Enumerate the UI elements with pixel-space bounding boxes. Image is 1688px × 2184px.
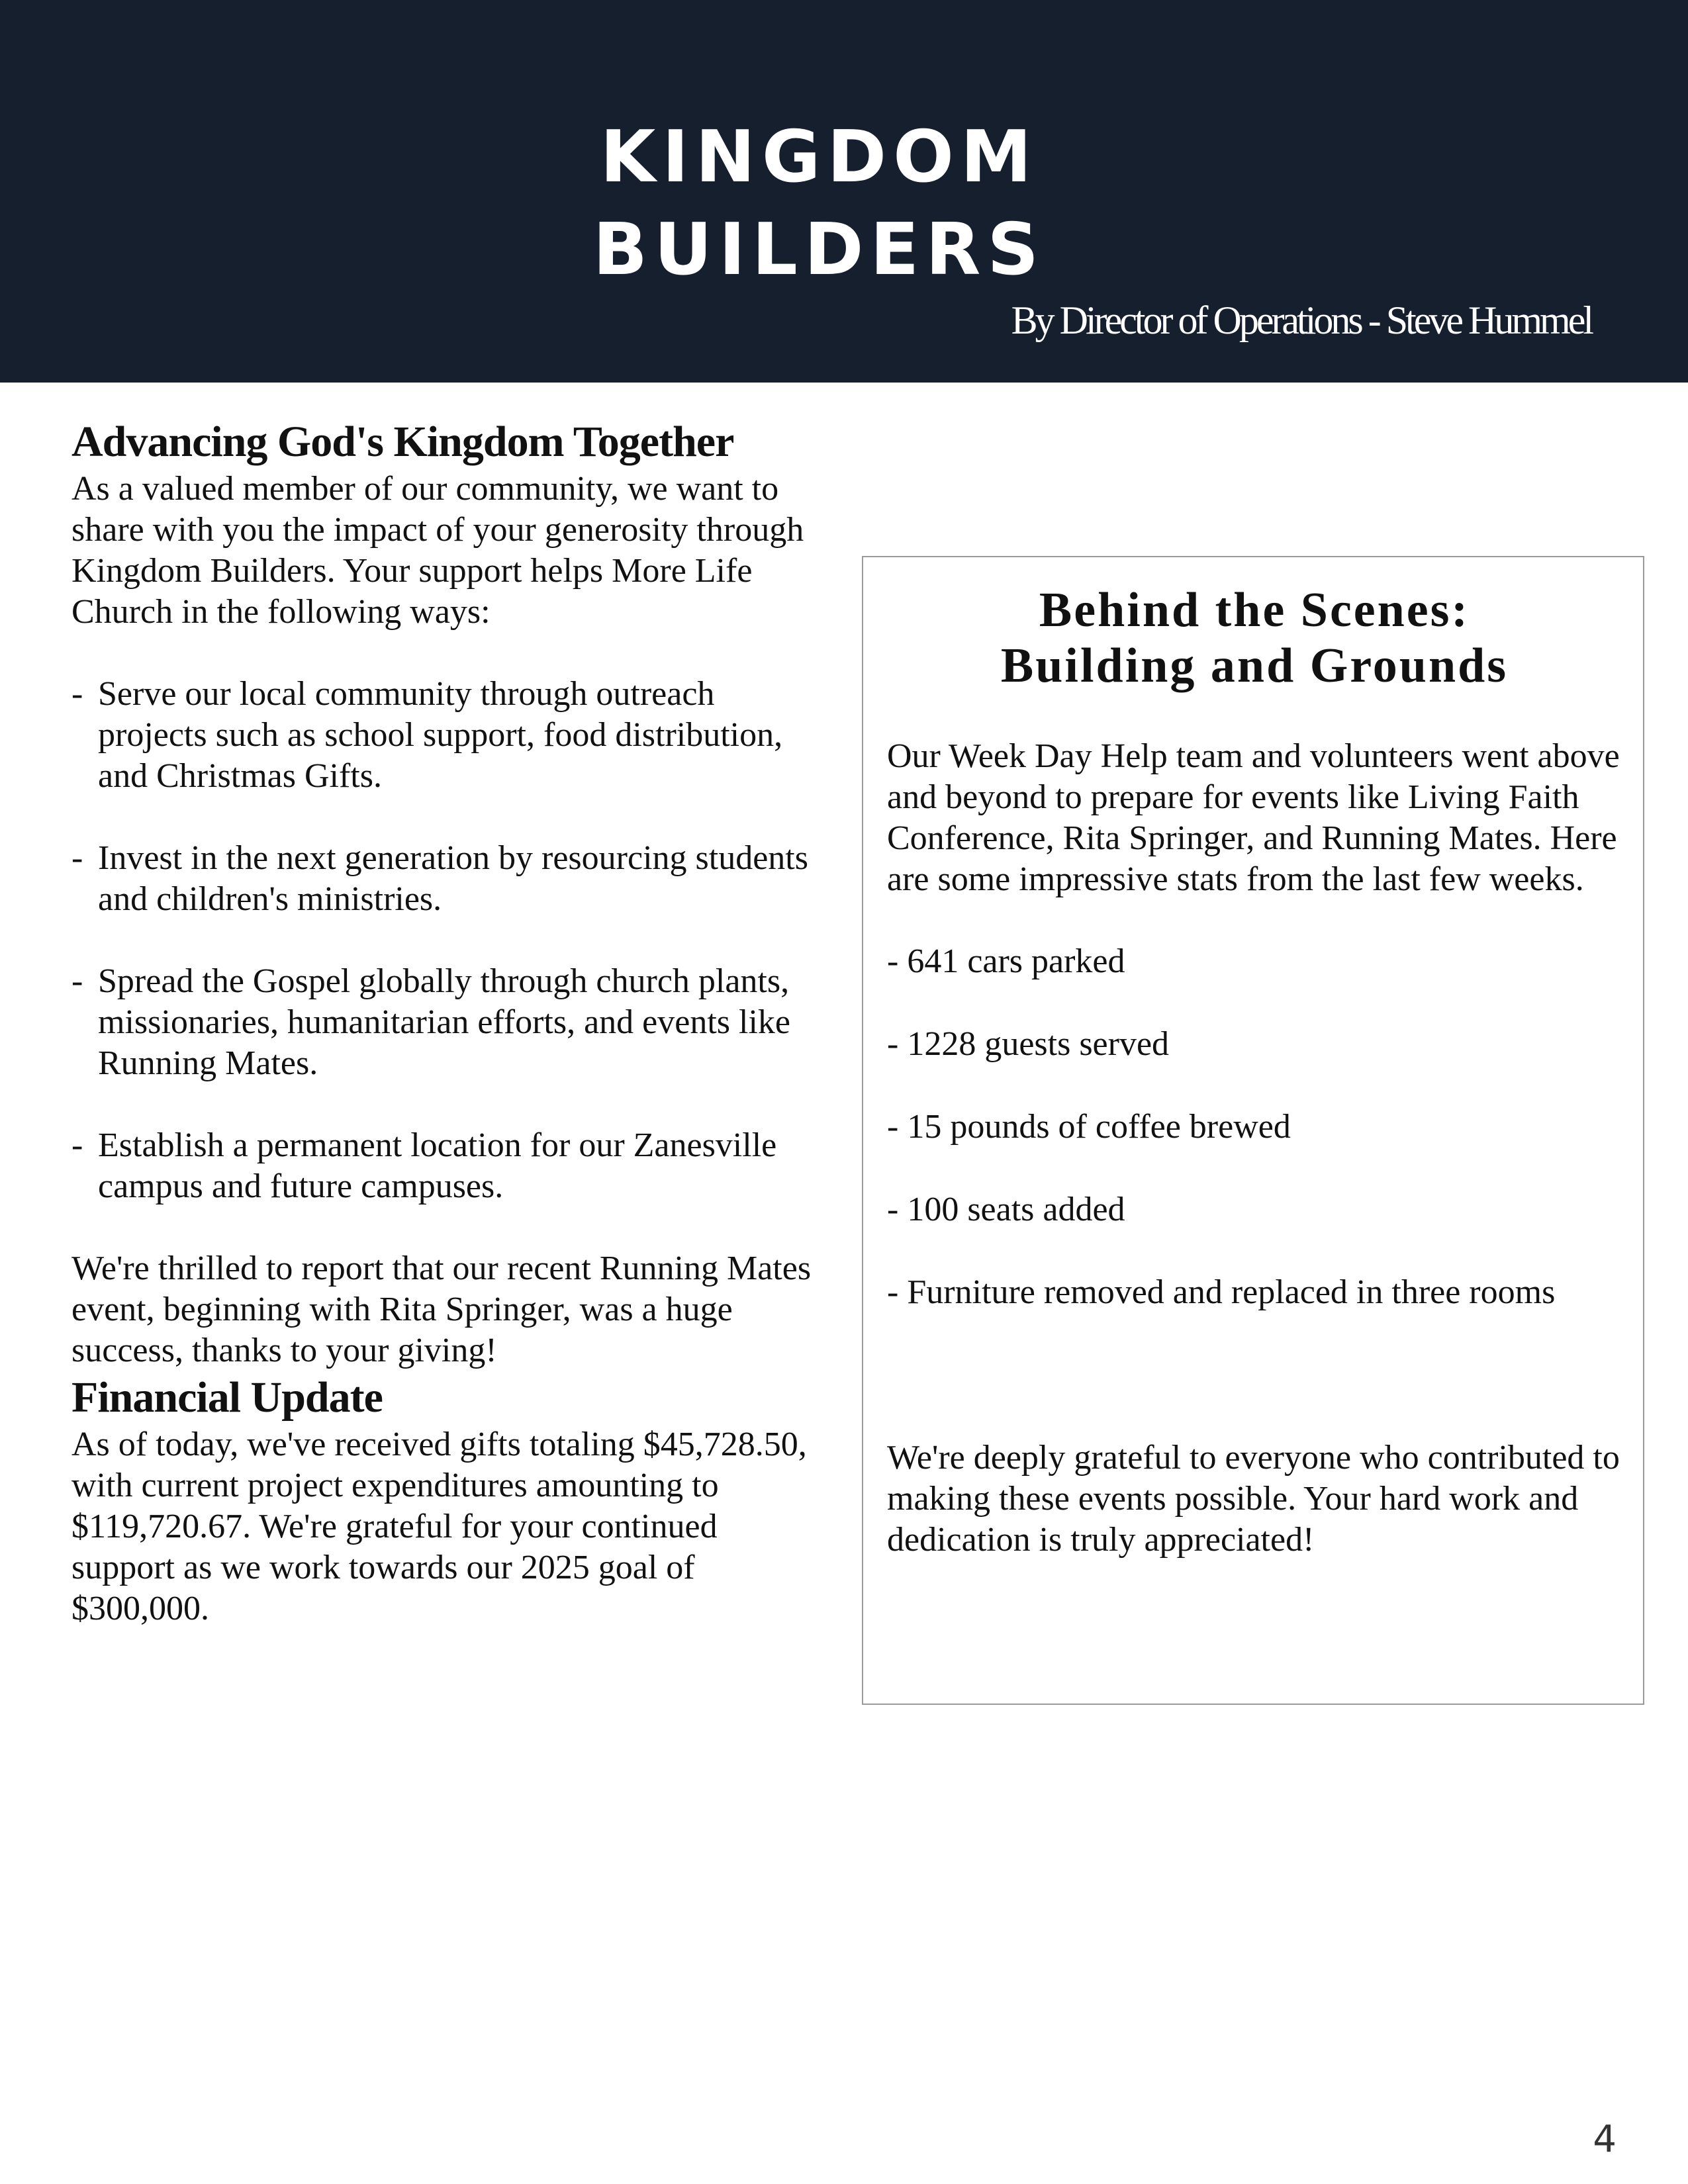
bullet-dash: - — [71, 1126, 83, 1164]
behind-heading-line-1: Behind the Scenes: — [1039, 583, 1470, 637]
list-item-text: Spread the Gospel globally through church plants, missionaries, humanitarian efforts, and events like Running Mates. — [98, 962, 790, 1082]
list-item-text: Establish a permanent location for our Zanesville campus and future campuses. — [98, 1126, 777, 1205]
author-byline: By Director of Operations - Steve Hummel — [1011, 298, 1591, 342]
behind-intro: Our Week Day Help team and volunteers went above and beyond to prepare for events like Living Faith Conference, Rita Springer, and Running Mates. Here are some impressive stats from the last few weeks. — [887, 737, 1620, 898]
header-banner — [0, 0, 1688, 383]
list-item — [71, 1125, 826, 1207]
list-item: - 1228 guests served — [887, 1025, 1170, 1063]
advancing-heading: Advancing God's Kingdom Together — [71, 418, 734, 466]
running-mates-thanks: We're thrilled to report that our recent Running Mates event, beginning with Rita Springer, was a huge success, thanks to your giving! — [71, 1250, 812, 1369]
left-column — [71, 416, 826, 1629]
financial-text: As of today, we've received gifts totaling $45,728.50, with current project expenditures amounting to $119,720.67. We're grateful for your continued support as we work towards our 2025 goal of $300,000. — [71, 1426, 807, 1627]
page-title — [0, 111, 1638, 296]
behind-closing: We're deeply grateful to everyone who contributed to making these events possible. Your hard work and dedication is truly appreciated! — [887, 1439, 1620, 1559]
stats-list — [887, 941, 1622, 1313]
title-line-2: BUILDERS — [592, 208, 1046, 291]
page-number: 4 — [1593, 2118, 1617, 2161]
bullet-dash: - — [71, 675, 83, 713]
list-item — [71, 674, 826, 797]
bullet-dash: - — [71, 962, 83, 1000]
behind-heading — [887, 582, 1622, 694]
list-item: - 15 pounds of coffee brewed — [887, 1108, 1291, 1146]
advancing-intro: As a valued member of our community, we want to share with you the impact of your generosity through Kingdom Builders. Your support helps More Life Church in the following ways: — [71, 470, 804, 631]
list-item — [71, 838, 826, 920]
behind-heading-line-2: Building and Grounds — [1000, 639, 1509, 693]
list-item: - Furniture removed and replaced in three rooms — [887, 1273, 1556, 1311]
title-line-1: KINGDOM — [600, 116, 1039, 199]
list-item — [71, 961, 826, 1084]
list-item: - 100 seats added — [887, 1191, 1125, 1228]
list-item: - 641 cars parked — [887, 942, 1125, 980]
financial-heading: Financial Update — [71, 1373, 383, 1422]
support-list — [71, 674, 826, 1207]
list-item-text: Serve our local community through outreach projects such as school support, food distribution, and Christmas Gifts. — [98, 675, 783, 795]
list-item-text: Invest in the next generation by resourcing students and children's ministries. — [98, 839, 808, 918]
bullet-dash: - — [71, 839, 83, 877]
behind-the-scenes-box — [862, 556, 1644, 1705]
